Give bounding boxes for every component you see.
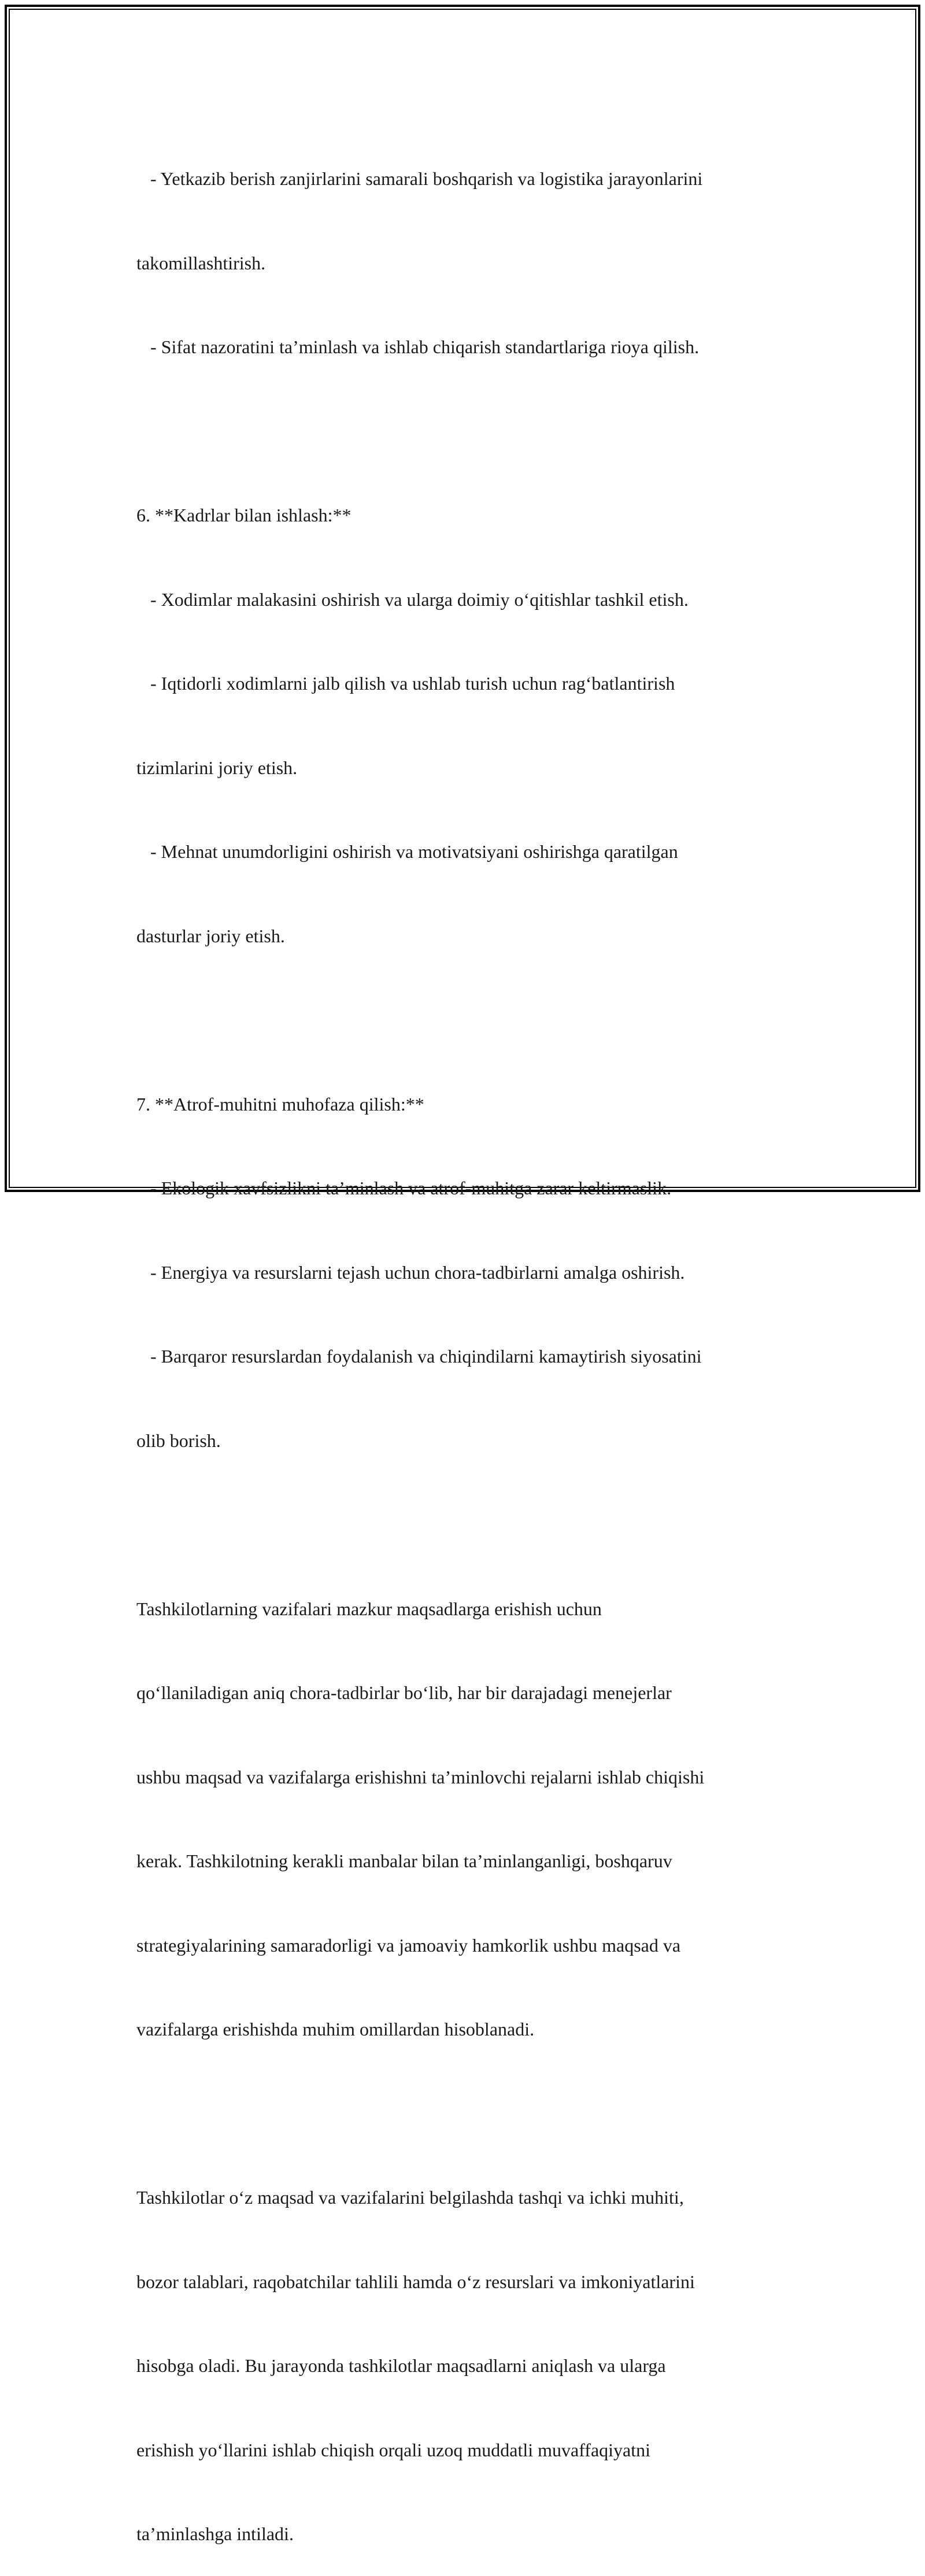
paragraph-line: ushbu maqsad va vazifalarga erishishni ta’minlovchi rejalarni ishlab chiqishi — [136, 1766, 705, 1787]
section-heading: 7. **Atrof-muhitni muhofaza qilish:** — [136, 1093, 424, 1115]
text-line: tizimlarini joriy etish. — [136, 757, 298, 778]
paragraph-line: Tashkilotlar o‘z maqsad va vazifalarini belgilashda tashqi va ichki muhiti, — [136, 2187, 684, 2208]
paragraph-line: kerak. Tashkilotning kerakli manbalar bilan ta’minlanganligi, boshqaruv — [136, 1850, 672, 1871]
blank-line — [136, 1006, 796, 1034]
text-line: - Mehnat unumdorligini oshirish va motivatsiyani oshirishga qaratilgan — [136, 841, 678, 862]
paragraph-line: ta’minlashga intiladi. — [136, 2523, 294, 2544]
text-line: - Energiya va resurslarni tejash uchun chora-tadbirlarni amalga oshirish. — [136, 1261, 685, 1283]
paragraph-line: strategiyalarining samaradorligi va jamoaviy hamkorlik ushbu maqsad va — [136, 1934, 681, 1956]
text-line: dasturlar joriy etish. — [136, 925, 285, 946]
paragraph-line: qo‘llaniladigan aniq chora-tadbirlar bo‘lib, har bir darajadagi menejerlar — [136, 1682, 672, 1703]
blank-line — [136, 417, 796, 446]
text-line: - Barqaror resurslardan foydalanish va chiqindilarni kamaytirish siyosatini — [136, 1346, 702, 1367]
text-line: takomillashtirish. — [136, 252, 266, 273]
document-body — [136, 109, 796, 2576]
text-line: - Iqtidorli xodimlarni jalb qilish va ushlab turish uchun rag‘batlantirish — [136, 673, 675, 694]
paragraph-line: bozor talablari, raqobatchilar tahlili hamda o‘z resurslari va imkoniyatlarini — [136, 2271, 695, 2292]
paragraph-line: hisobga oladi. Bu jarayonda tashkilotlar maqsadlarni aniqlash va ularga — [136, 2355, 666, 2376]
blank-line — [136, 1511, 796, 1539]
blank-line — [136, 2100, 796, 2128]
paragraph-line: Tashkilotlarning vazifalari mazkur maqsadlarga erishish uchun — [136, 1598, 602, 1619]
text-line: - Sifat nazoratini ta’minlash va ishlab chiqarish standartlariga rioya qilish. — [136, 336, 700, 357]
section-heading: 6. **Kadrlar bilan ishlash:** — [136, 505, 352, 525]
paragraph-line: vazifalarga erishishda muhim omillardan hisoblanadi. — [136, 2019, 535, 2040]
text-line: - Xodimlar malakasini oshirish va ularga doimiy o‘qitishlar tashkil etish. — [136, 589, 689, 610]
text-line: - Yetkazib berish zanjirlarini samarali boshqarish va logistika jarayonlarini — [136, 168, 703, 189]
text-line: - Ekologik xavfsizlikni ta’minlash va atrof-muhitga zarar keltirmaslik. — [136, 1178, 672, 1198]
text-line: olib borish. — [136, 1430, 221, 1451]
paragraph-line: erishish yo‘llarini ishlab chiqish orqali uzoq muddatli muvaffaqiyatni — [136, 2439, 651, 2460]
